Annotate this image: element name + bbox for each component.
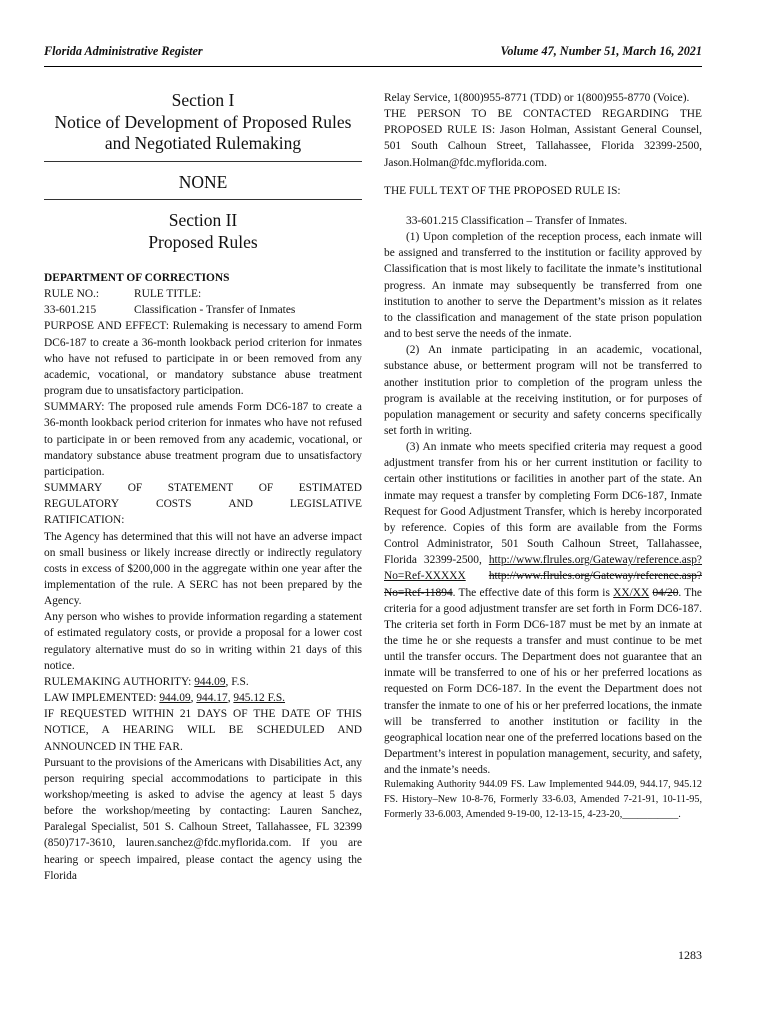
law-link-1[interactable]: 944.09: [159, 692, 191, 705]
left-column: [44, 90, 362, 884]
rule-text-heading: 33-601.215 Classification – Transfer of Inmates.: [406, 214, 628, 227]
journal-title: Florida Administrative Register: [44, 44, 203, 58]
rule-paragraph-1: (1) Upon completion of the reception process, each inmate will be assigned and transferred to the institution or facility approved by Classification that is most likely to facilitate the inmate’s institutional progress. An inmate may subsequently be transferred from one institution to another to serve the Department’s mission as it relates to the classification and management of the state prison population and to best serve the needs of the inmate.: [384, 231, 702, 341]
rule-history: Rulemaking Authority 944.09 FS. Law Implemented 944.09, 944.17, 945.12 FS. History–New 10-8-76, Formerly 33-6.03, Amended 7-21-91, 10-11-95, Formerly 33-6.003, Amended 9-19-00, 12-13-15, 4-23-20,___________.: [384, 779, 702, 820]
ada-notice: Pursuant to the provisions of the Americans with Disabilities Act, any person requiring special accommodations to participate in this workshop/meeting is asked to advise the agency at least 5 days before the workshop/meeting by contacting: Lauren Sanchez, Paralegal Specialist, 501 S. Calhoun Street, Tallahassee, FL 32399 (850)717-3610, lauren.sanchez@fdc.myflorida.com. If you are hearing or speech impaired, please contact the agency using the Florida: [44, 756, 362, 882]
law-link-2[interactable]: 944.17: [196, 692, 228, 705]
contact-person: THE PERSON TO BE CONTACTED REGARDING THE PROPOSED RULE IS: Jason Holman, Assistant General Counsel, 501 South Calhoun Street, Tallahassee, Florida 32399-2500, Jason.Holman@fdc.myflorida.com.: [384, 108, 702, 169]
history-blank: ___________.: [622, 808, 681, 820]
serc-heading-line-3: RATIFICATION:: [44, 514, 125, 527]
summary: SUMMARY: The proposed rule amends Form DC6-187 to create a 36-month lookback period criterion for inmates who have not refused to participate in or been removed from any academic, vocational, or mandatory substance abuse treatment program due to unsatisfactory participation.: [44, 401, 362, 478]
section-divider: [44, 199, 362, 200]
purpose-and-effect: PURPOSE AND EFFECT: Rulemaking is necessary to amend Form DC6-187 to create a 36-month lookback period criterion for inmates who have not refused to participate in or been removed from any academic, vocational, or mandatory substance abuse treatment program due to unsatisfactory participation.: [44, 320, 362, 398]
department-name: DEPARTMENT OF CORRECTIONS: [44, 272, 230, 284]
agency-determination: The Agency has determined that this will not have an adverse impact on small business or likely increase directly or indirectly regulatory costs in excess of $200,000 in the aggregate within one year after the implementation of the rule. A SERC has not been prepared by the Agency.: [44, 530, 362, 608]
issue-info: Volume 47, Number 51, March 16, 2021: [500, 44, 702, 58]
header-rule: [44, 66, 702, 67]
relay-service: Relay Service, 1(800)955-8771 (TDD) or 1(800)955-8770 (Voice).: [384, 92, 690, 104]
right-column: [384, 90, 702, 822]
page-number: 1283: [678, 948, 702, 962]
rule-values: [44, 302, 362, 318]
rule-number: 33-601.215: [44, 304, 97, 317]
effective-date-new: XX/XX: [613, 586, 650, 599]
form-url-new[interactable]: http://www.flrules.org/Gateway/reference.asp?No=Ref-XXXXX: [384, 554, 702, 583]
form-url-old[interactable]: http://www.flrules.org/Gateway/reference.asp?No=Ref-11894: [384, 570, 702, 599]
serc-heading-line-2: REGULATORY COSTS AND LEGISLATIVE: [44, 498, 362, 511]
none-notice: NONE: [178, 171, 228, 192]
authority-link[interactable]: 944.09: [194, 675, 226, 688]
rule-title: Classification - Transfer of Inmates: [134, 304, 296, 317]
rule-labels: RULE NO.: RULE TITLE:: [44, 288, 202, 301]
law-implemented: LAW IMPLEMENTED: 944.09, 944.17, 945.12 F.S.: [44, 692, 286, 705]
page-header: [44, 44, 702, 64]
section-2-heading: Section II Proposed Rules: [148, 210, 258, 252]
section-1-heading: Section I Notice of Development of Proposed Rules and Negotiated Rulemaking: [54, 90, 352, 153]
information-request: Any person who wishes to provide information regarding a statement of estimated regulatory costs, or provide a proposal for a lower cost regulatory alternative must do so in writing within 21 days of this notice.: [44, 611, 362, 672]
rulemaking-authority: RULEMAKING AUTHORITY: 944.09, F.S.: [44, 675, 249, 688]
hearing-notice: IF REQUESTED WITHIN 21 DAYS OF THE DATE OF THIS NOTICE, A HEARING WILL BE SCHEDULED AND ANNOUNCED IN THE FAR.: [44, 708, 362, 753]
full-text-heading: THE FULL TEXT OF THE PROPOSED RULE IS:: [384, 184, 621, 197]
law-link-3[interactable]: 945.12 F.S.: [233, 692, 286, 705]
effective-date-old: 04/20: [652, 586, 679, 599]
rule-paragraph-3: (3) An inmate who meets specified criteria may request a good adjustment transfer from his or her current institution or facility to certain other institutions or facilities in another part of the state. An inmate may request a transfer by completing Form DC6-187, Inmate Request for Good Adjustment Transfer, which is hereby incorporated by reference. Copies of this form are available from the Forms Control Administrator, 501 South Calhoun Street, Tallahassee, Florida 32399-2500, http://www.flrules.org/Gateway/reference.asp?No=Ref-XXXXX http://www.flrules.org/Gateway/reference.asp?No=Ref-11894. The effective date of this form is XX/XX 04/20. The criteria for a good adjustment transfer are set forth in Form DC6-187. The criteria set forth in Form DC6-187 must be met by an inmate at the time he or she requests a transfer and must continue to be met until the transfer occurs. The Department does not guarantee that an inmate will be transferred to one of his or her preferred locations as requested on Form DC6-187. In the event the Department does not transfer the inmate to one of his or her preferred locations, the inmate will be transferred to another institution or facility in the geographical location near one of the preferred locations based on the Department’s interest in population management, security, and safety, and the inmate’s needs.: [384, 441, 702, 777]
rule-paragraph-2: (2) An inmate participating in an academic, vocational, substance abuse, or betterment program will not be transferred to another institution prior to completion of the program unless the program is available at the receiving institution, or for purposes of population management or security and safety concerns specifically set forth in writing.: [384, 344, 702, 437]
serc-heading-line-1: SUMMARY OF STATEMENT OF ESTIMATED: [44, 482, 362, 495]
section-divider: [44, 161, 362, 162]
